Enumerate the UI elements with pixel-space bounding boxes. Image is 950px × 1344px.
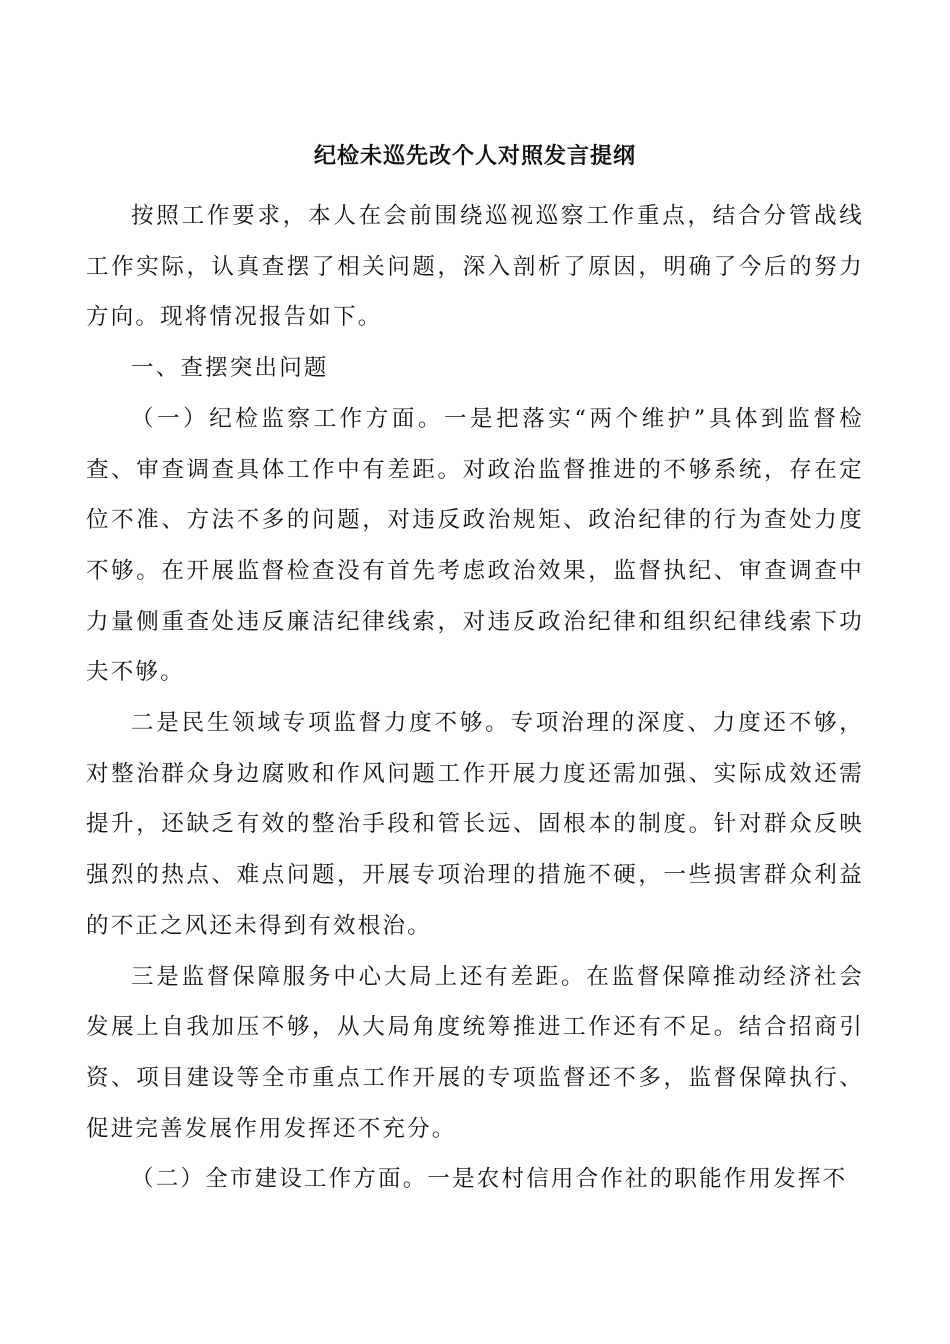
document-body [86, 191, 864, 1205]
intro-paragraph: 按照工作要求，本人在会前围绕巡视巡察工作重点，结合分管战线工作实际，认真查摆了相关问题，深入剖析了原因，明确了今后的努力方向。现将情况报告如下。 [86, 203, 864, 331]
paragraph-4: （二）全市建设工作方面。一是农村信用合作社的职能作用发挥不 [131, 1166, 848, 1193]
document-title: 纪检未巡先改个人对照发言提纲 [313, 144, 636, 169]
paragraph-1: （一）纪检监察工作方面。一是把落实“两个维护”具体到监督检查、审查调查具体工作中有差距。对政治监督推进的不够系统，存在定位不准、方法不多的问题，对违反政治规矩、政治纪律的行为查处力度不够。在开展监督检查没有首先考虑政治效果，监督执纪、审查调查中力量侧重查处违反廉洁纪律线索，对违反政治纪律和组织纪律线索下功夫不够。 [86, 405, 864, 686]
section-heading: 一、查摆突出问题 [131, 355, 329, 382]
paragraph-3: 三是监督保障服务中心大局上还有差距。在监督保障推动经济社会发展上自我加压不够，从大局角度统筹推进工作还有不足。结合招商引资、项目建设等全市重点工作开展的专项监督还不多，监督保障执行、促进完善发展作用发挥还不充分。 [86, 963, 864, 1142]
paragraph-2: 二是民生领域专项监督力度不够。专项治理的深度、力度还不够，对整治群众身边腐败和作风问题工作开展力度还需加强、实际成效还需提升，还缺乏有效的整治手段和管长远、固根本的制度。针对群众反映强烈的热点、难点问题，开展专项治理的措施不硬，一些损害群众利益的不正之风还未得到有效根治。 [86, 710, 864, 939]
